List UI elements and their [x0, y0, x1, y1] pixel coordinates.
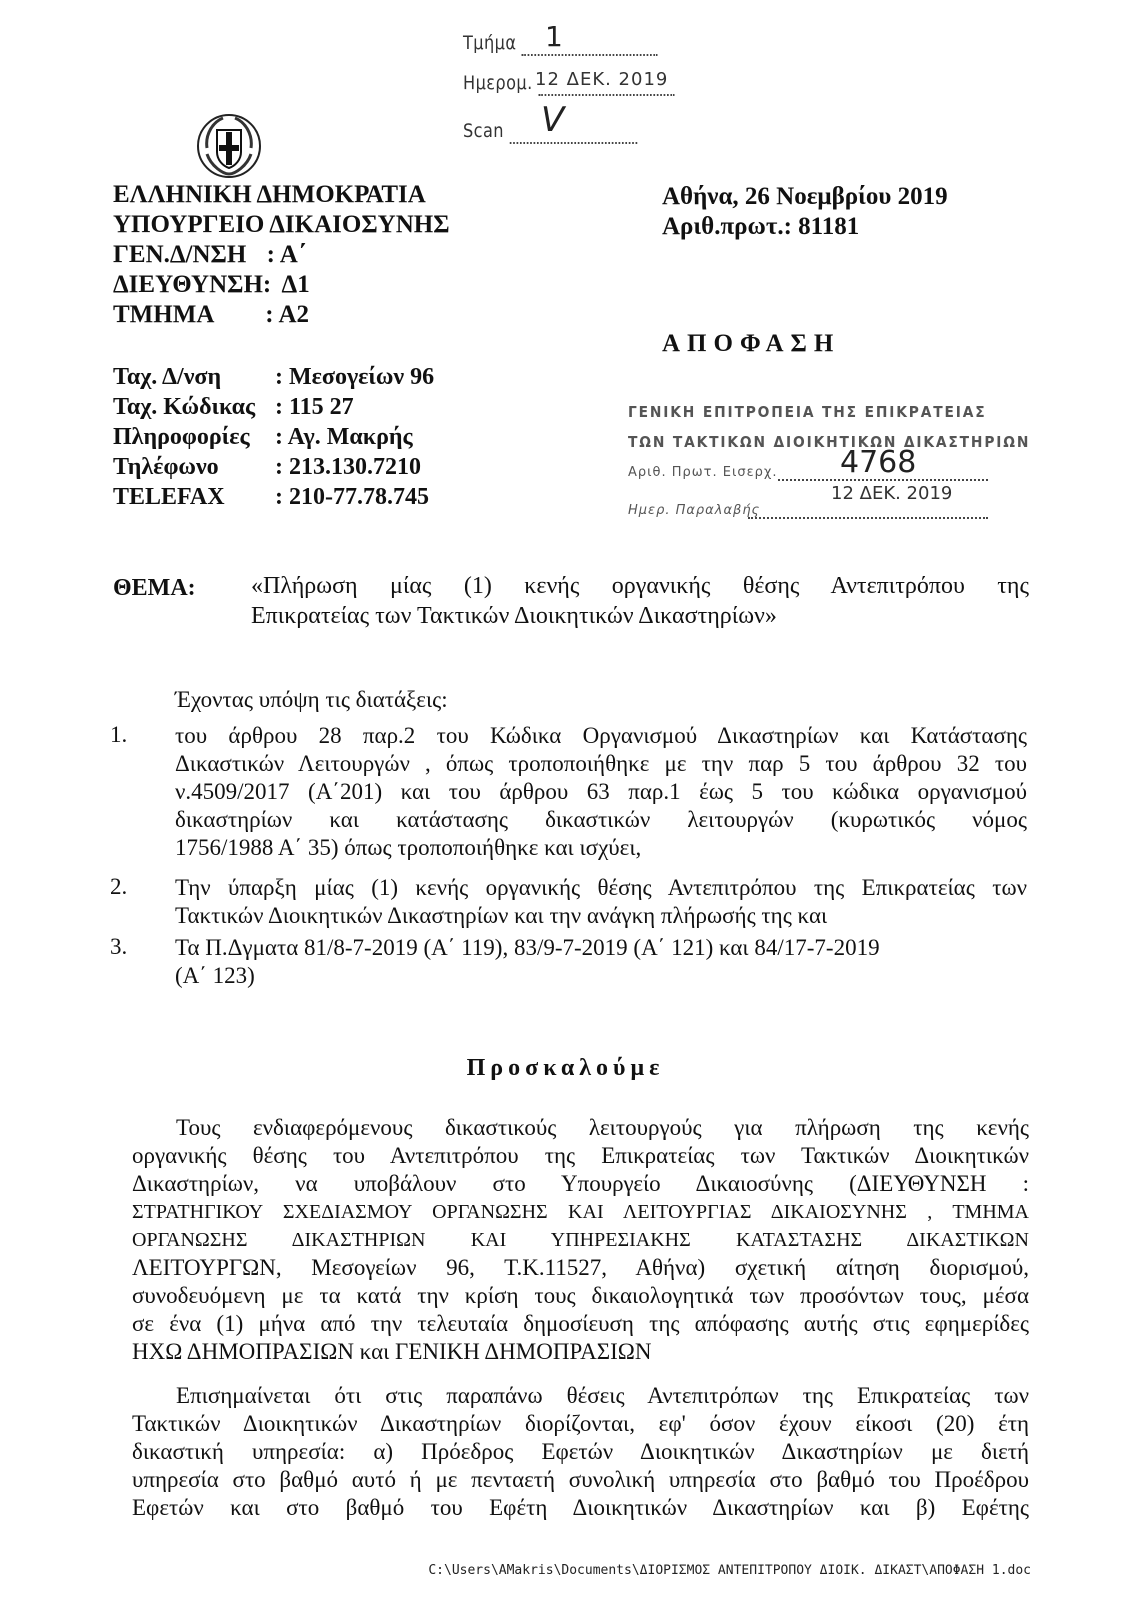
protocol-number: Αριθ.πρωτ.: 81181: [662, 213, 860, 240]
item-1-text: του άρθρου 28 παρ.2 του Κώδικα Οργανισμού Δικαστηρίων και Κατάστασης Δικαστικών Λειτουργών , όπως τροποποιήθηκε με την παρ 5 του άρθρου 32 του ν.4509/2017 (Α΄201) και του άρθρου 63 παρ.1 έως 5 του κώδικα οργανισμού δικαστηρίων και κατάστασης δικαστικών λειτουργών (κυρωτικός νόμος 1756/1988 Α΄ 35) όπως τροποποιήθηκε και ισχύει,: [175, 723, 1027, 860]
item-3-number: 3.: [110, 934, 128, 959]
invitation-paragraph: Τους ενδιαφερόμενους δικαστικούς λειτουργούς για πλήρωση της κενής οργανικής θέσης του Αντεπιτρόπου της Επικρατείας των Τακτικών Διοικητικών Δικαστηρίων, να υποβάλουν στο Υπουργείο Δικαιοσύνης (ΔΙΕΥΘΥΝΣΗ : ΣΤΡΑΤΗΓΙΚΟΥ ΣΧΕΔΙΑΣΜΟΥ ΟΡΓΑΝΩΣΗΣ ΚΑΙ ΛΕΙΤΟΥΡΓΙΑΣ ΔΙΚΑΙΟΣΥΝΗΣ , ΤΜΗΜΑ ΟΡΓΑΝΩΣΗΣ ΔΙΚΑΣΤΗΡΙΩΝ ΚΑΙ ΥΠΗΡΕΣΙΑΚΗΣ ΚΑΤΑΣΤΑΣΗΣ ΔΙΚΑΣΤΙΚΩΝ ΛΕΙΤΟΥΡΓΩΝ, Μεσογείων 96, Τ.Κ.11527, Αθήνα) σχετική αίτηση διορισμού, συνοδευόμενη με τα κατά την κρίση τους δικαιολογητικά των προσόντων τους, μέσα σε ένα (1) μήνα από την τελευταία δημοσίευση της απόφασης αυτής στις εφημερίδες ΗΧΩ ΔΗΜΟΠΡΑΣΙΩΝ και ΓΕΝΙΚΗ ΔΗΜΟΠΡΑΣΙΩΝ: [132, 1115, 1029, 1364]
subject-text: «Πλήρωση μίας (1) κενής οργανικής θέσης Αντεπιτρόπου της Επικρατείας των Τακτικών Διοικητικών Δικαστηρίων»: [251, 573, 1029, 629]
eligibility-paragraph: Επισημαίνεται ότι στις παραπάνω θέσεις Αντεπιτρόπων της Επικρατείας των Τακτικών Διοικητικών Δικαστηρίων διορίζονται, εφ' όσον έχουν είκοσι (20) έτη δικαστική υπηρεσία: α) Πρόεδρος Εφετών Διοικητικών Δικαστηρίων με διετή υπηρεσία στο βαθμό αυτό ή με πενταετή συνολική υπηρεσία στο βαθμό του Προέδρου Εφετών και στο βαθμό του Εφέτη Διοικητικών Δικαστηρίων και β) Εφέτης: [132, 1383, 1029, 1520]
receipt-stamp-line-1: ΓΕΝΙΚΗ ΕΠΙΤΡΟΠΕΙΑ ΤΗΣ ΕΠΙΚΡΑΤΕΙΑΣ: [628, 403, 987, 421]
receipt-stamp-date-label: Ημερ. Παραλαβής: [628, 503, 761, 518]
document-type: ΑΠΟΦΑΣΗ: [662, 330, 841, 357]
receipt-stamp-date-value: 12 ΔΕΚ. 2019: [831, 483, 953, 504]
sender-section: ΤΜΗΜΑ : Α2: [113, 301, 309, 328]
item-2-number: 2.: [110, 874, 128, 899]
file-path-footer: C:\Users\AMakris\Documents\ΔΙΟΡΙΣΜΟΣ ΑΝΤΕΠΙΤΡΟΠΟΥ ΔΙΟΙΚ. ΔΙΚΑΣΤ\ΑΠΟΦΑΣΗ 1.doc: [428, 1563, 1031, 1578]
contact-info: Πληροφορίες : Αγ. Μακρής: [113, 424, 413, 450]
reception-stamp: [463, 20, 723, 152]
sender-general-directorate: ΓΕΝ.Δ/ΝΣΗ : Α΄: [113, 241, 307, 268]
item-3-text: Τα Π.Δγματα 81/8-7-2019 (Α΄ 119), 83/9-7-2019 (Α΄ 121) και 84/17-7-2019 (Α΄ 123): [175, 935, 880, 988]
stamp-section-value: 1: [545, 20, 563, 53]
contact-fax: TELEFAX : 210-77.78.745: [113, 484, 429, 510]
sender-ministry-line-2: ΥΠΟΥΡΓΕΙΟ ΔΙΚΑΙΟΣΥΝΗΣ: [113, 211, 450, 238]
contact-postcode: Ταχ. Κώδικας : 115 27: [113, 394, 354, 420]
receipt-stamp-number-value: 4768: [840, 445, 917, 480]
invitation-heading: Προσκαλούμε: [466, 1055, 665, 1081]
contact-phone: Τηλέφωνο : 213.130.7210: [113, 454, 421, 480]
contact-address: Ταχ. Δ/νση : Μεσογείων 96: [113, 364, 435, 390]
receipt-stamp-number-label: Αριθ. Πρωτ. Εισερχ.: [628, 465, 778, 480]
place-date: Αθήνα, 26 Νοεμβρίου 2019: [662, 183, 948, 210]
receipt-stamp-line-2: ΤΩΝ ΤΑΚΤΙΚΩΝ ΔΙΟΙΚΗΤΙΚΩΝ ΔΙΚΑΣΤΗΡΙΩΝ: [628, 433, 1031, 451]
stamp-date-value: 12 ΔΕΚ. 2019: [535, 69, 669, 90]
stamp-section-label: Τμήμα: [463, 32, 517, 54]
stamp-date-label: Ημερομ.: [463, 72, 533, 94]
sender-ministry-line-1: ΕΛΛΗΝΙΚΗ ΔΗΜΟΚΡΑΤΙΑ: [113, 181, 426, 208]
subject-label: ΘΕΜΑ:: [113, 575, 196, 601]
stamp-scan-label: Scan: [463, 120, 504, 142]
item-1-number: 1.: [110, 722, 128, 747]
item-2-text: Την ύπαρξη μίας (1) κενής οργανικής θέσης Αντεπιτρόπου της Επικρατείας των Τακτικών Διοικητικών Δικαστηρίων και την ανάγκη πλήρωσής της και: [175, 875, 1027, 928]
stamp-scan-value: V: [541, 100, 565, 140]
considering-intro: Έχοντας υπόψη τις διατάξεις:: [175, 687, 448, 712]
greek-emblem-icon: [193, 108, 265, 180]
sender-directorate: ΔΙΕΥΘΥΝΣΗ: Δ1: [113, 271, 310, 298]
